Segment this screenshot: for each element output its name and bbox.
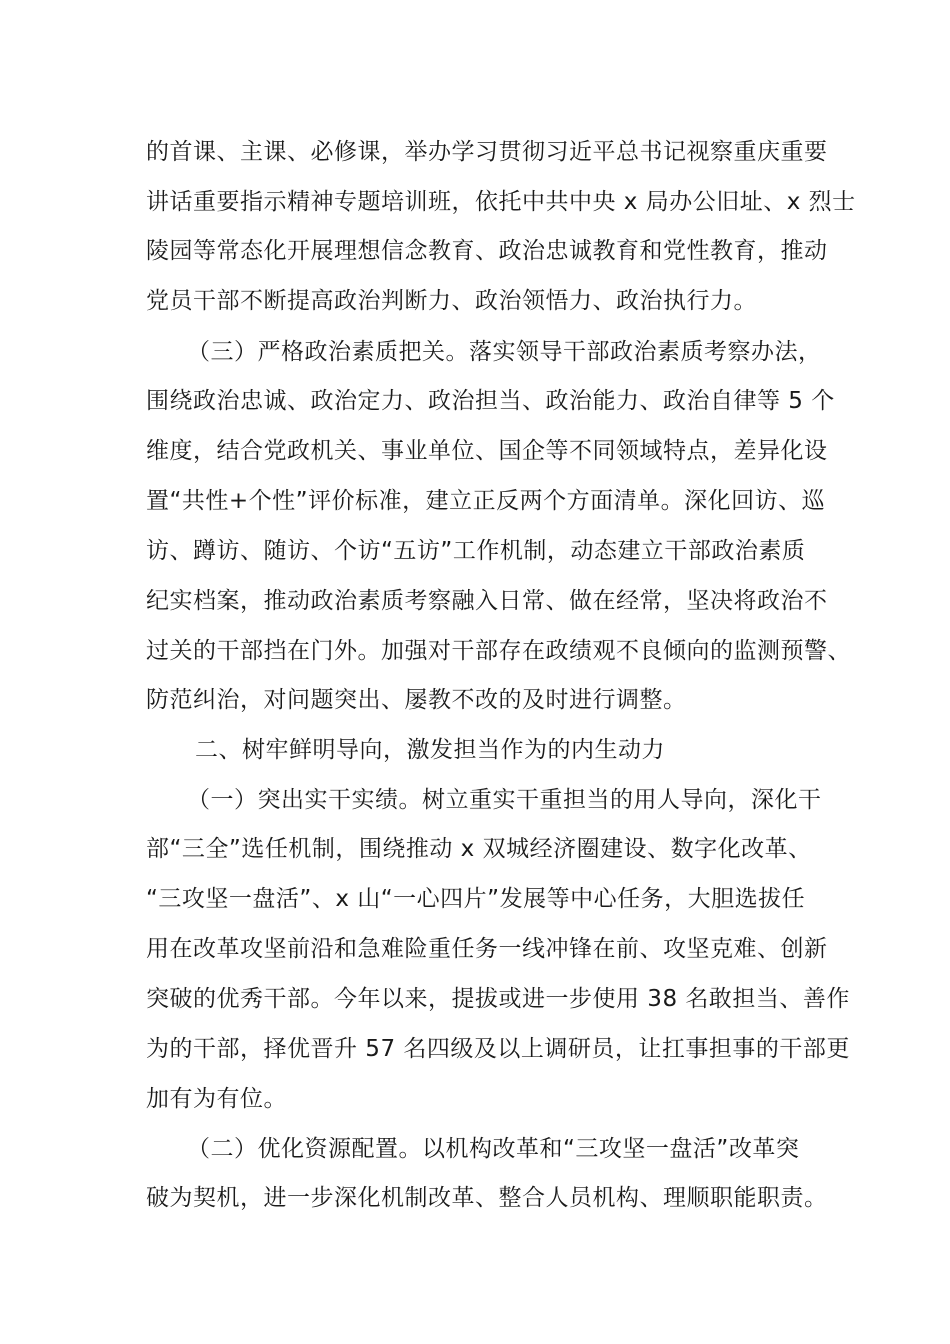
text-line: 纪实档案，推动政治素质考察融入日常、做在经常，坚决将政治不 [146,588,828,614]
section-heading: 二、树牢鲜明导向，激发担当作为的内生动力 [195,737,665,763]
text-line: 的首课、主课、必修课，举办学习贯彻习近平总书记视察重庆重要 [146,139,828,165]
text-line: 党员干部不断提高政治判断力、政治领悟力、政治执行力。 [146,288,757,314]
text-line: 部“三全”选任机制，围绕推动 x 双城经济圈建设、数字化改革、 [146,836,812,862]
section-heading: （三）严格政治素质把关。落实领导干部政治素质考察办法， [187,339,822,365]
text-line: 围绕政治忠诚、政治定力、政治担当、政治能力、政治自律等 5 个 [146,388,835,414]
text-line: “三攻坚一盘活”、x 山“一心四片”发展等中心任务，大胆选拔任 [146,886,806,912]
section-heading: （二）优化资源配置。以机构改革和“三攻坚一盘活”改革突 [187,1136,800,1162]
text-line: 访、蹲访、随访、个访“五访”工作机制，动态建立干部政治素质 [146,538,806,564]
text-line: 置“共性+个性”评价标准，建立正反两个方面清单。深化回访、巡 [146,488,826,514]
text-line: 用在改革攻坚前沿和急难险重任务一线冲锋在前、攻坚克难、创新 [146,936,828,962]
text-line: 过关的干部挡在门外。加强对干部存在政绩观不良倾向的监测预警、 [146,638,851,664]
text-line: 防范纠治，对问题突出、屡教不改的及时进行调整。 [146,687,687,713]
text-line: 为的干部，择优晋升 57 名四级及以上调研员，让扛事担事的干部更 [146,1036,850,1062]
text-line: 破为契机，进一步深化机制改革、整合人员机构、理顺职能职责。 [146,1185,828,1211]
text-line: 突破的优秀干部。今年以来，提拔或进一步使用 38 名敢担当、善作 [146,986,850,1012]
text-line: 讲话重要指示精神专题培训班，依托中共中央 x 局办公旧址、x 烈士 [146,189,856,215]
text-line: 陵园等常态化开展理想信念教育、政治忠诚教育和党性教育，推动 [146,238,828,264]
section-heading: （一）突出实干实绩。树立重实干重担当的用人导向，深化干 [187,787,822,813]
text-line: 加有为有位。 [146,1086,287,1112]
text-line: 维度，结合党政机关、事业单位、国企等不同领域特点，差异化设 [146,438,828,464]
